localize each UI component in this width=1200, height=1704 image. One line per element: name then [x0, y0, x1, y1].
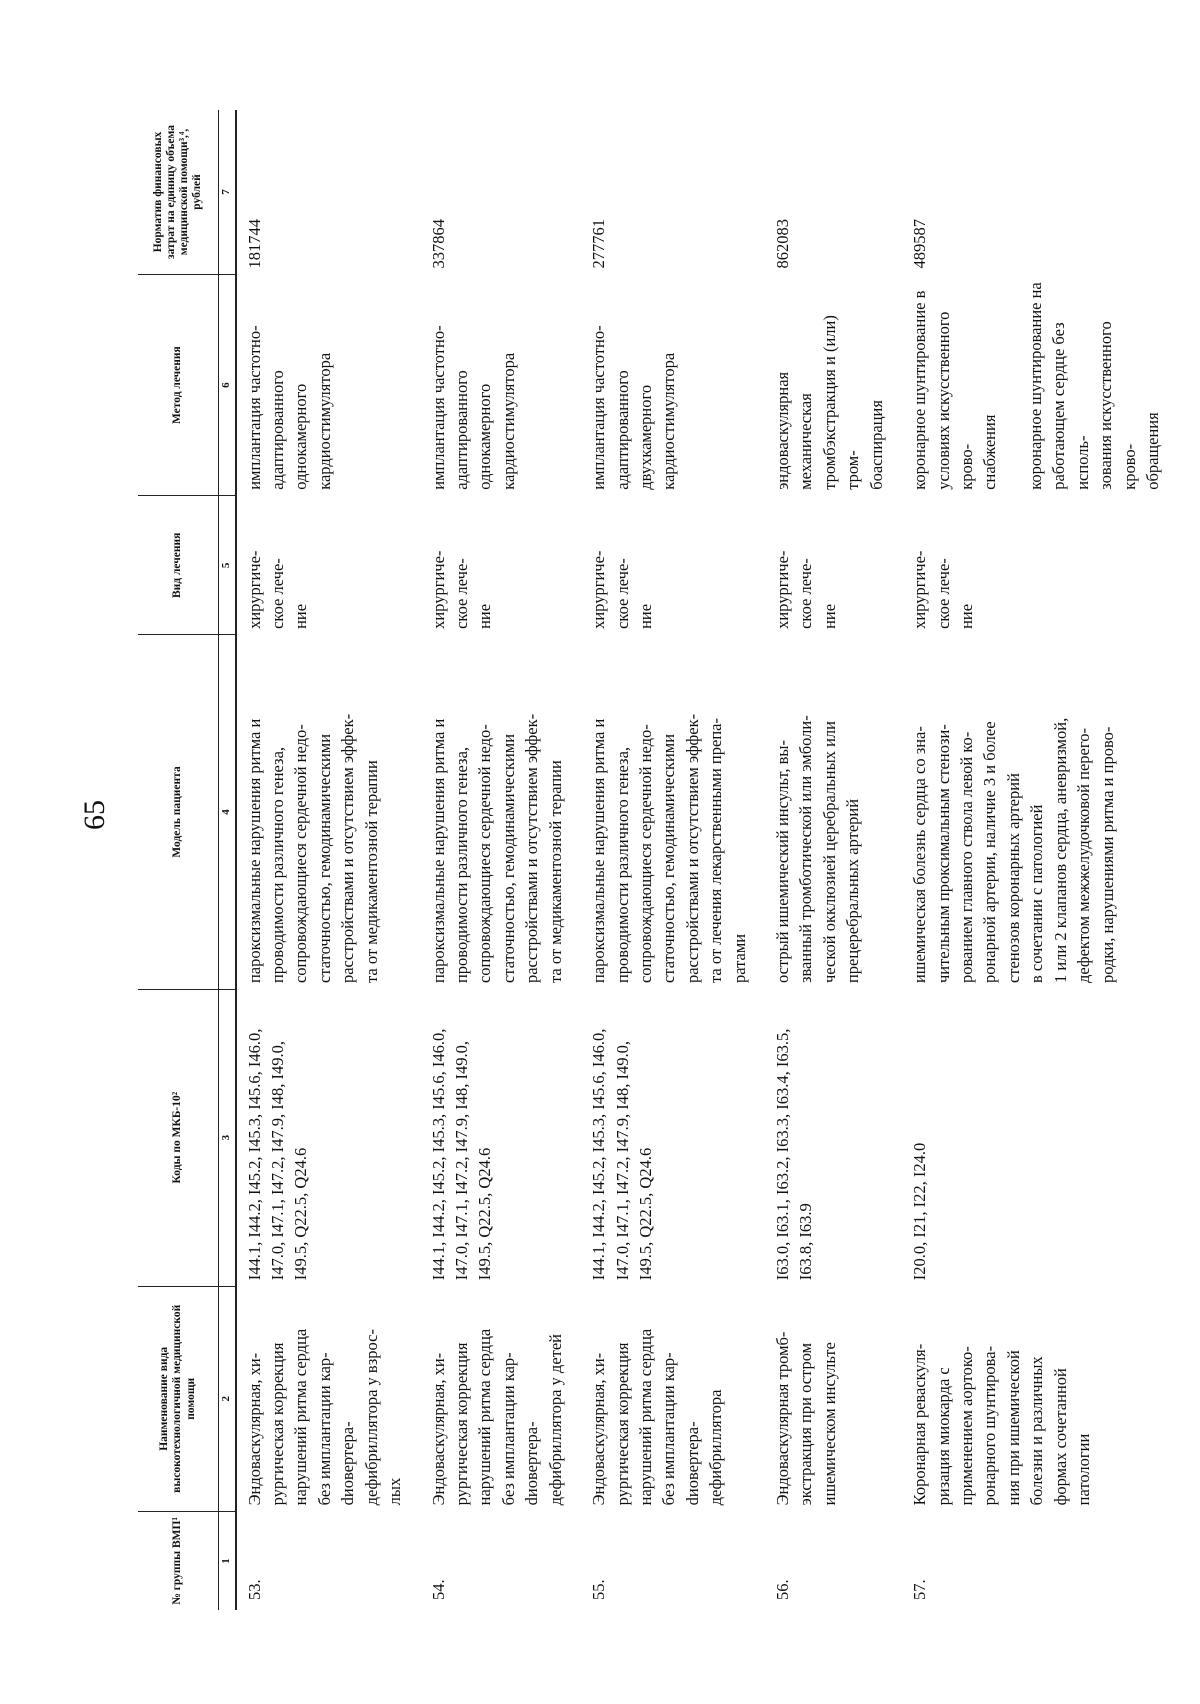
row-number: 53.	[244, 1579, 264, 1600]
table-row	[765, 110, 902, 1610]
patient-model: пароксизмальные нарушения ритма и проводимости различного генеза, сопровождающиеся сердечной недо- статочностью, гемодинамическими расстройствами и отсутствием эффек- та от медикаментозной терапии	[244, 713, 381, 984]
header-patient-model: Модель пациента	[138, 635, 219, 989]
patient-model: пароксизмальные нарушения ритма и проводимости различного генеза, сопровождающиеся сердечной недо- статочностью, гемодинамическими расстройствами и отсутствием эффек- та от лечения лекарственными препа- ратами	[589, 713, 749, 984]
column-number: 2	[219, 1286, 236, 1511]
treatment-method: имплантация частотно- адаптированного однокамерного кардиостимулятора	[428, 325, 518, 490]
cost-norm: 277761	[589, 218, 609, 269]
row-number: 57.	[910, 1579, 930, 1600]
column-number-row	[219, 110, 236, 1610]
treatment-method: эндоваскулярная механическая тромбэкстракция и (или) тром- боаспирация	[773, 315, 886, 490]
treatment-table	[138, 110, 1178, 1610]
treatment-method-cell	[902, 274, 1178, 495]
header-group-number: № группы ВМП¹	[138, 1511, 219, 1610]
treatment-method-cell	[421, 274, 582, 495]
treatment-method: имплантация частотно- адаптированного однокамерного кардиостимулятора	[244, 325, 334, 490]
header-icd-codes: Коды по МКБ-10²	[138, 989, 219, 1286]
header-row	[138, 110, 219, 1610]
column-number: 7	[219, 110, 236, 274]
treatment-type: хирургиче- ское лече- ние	[589, 550, 655, 629]
method-spacer	[1002, 280, 1024, 489]
icd-codes: I44.1, I44.2, I45.2, I45.3, I45.6, I46.0, I47.0, I47.1, I47.2, I47.9, I48, I49.0, I49.5, Q22.5, Q24.6	[244, 1028, 311, 1281]
treatment-method-cell	[581, 274, 765, 495]
treatment-type: хирургиче- ское лече- ние	[428, 550, 495, 629]
treatment-type: хирургиче- ское лече- ние	[244, 550, 311, 629]
header-treatment-method: Метод лечения	[138, 274, 219, 495]
column-number: 5	[219, 496, 236, 635]
cost-norm: 337864	[428, 218, 448, 269]
cost-norm: 862083	[773, 218, 793, 269]
icd-codes: I44.1, I44.2, I45.2, I45.3, I45.6, I46.0, I47.0, I47.1, I47.2, I47.9, I48, I49.0, I49.5, Q22.5, Q24.6	[428, 1028, 495, 1281]
column-number: 1	[219, 1511, 236, 1610]
table-row	[581, 110, 765, 1610]
patient-model: ишемическая болезнь сердца со зна- чительным проксимальным стенози- рованием главного ствола левой ко- ронарной артерии, наличие 3 и более стенозов коронарных артерий в сочетании с патологией 1 или 2 клапанов сердца, аневризмой, дефектом межжелудочковой перего- родки, нарушениями ритма и прово-	[910, 717, 1117, 984]
treatment-method-alt: коронарное шунтирование на работающем сердце без исполь- зования искусственного крово- обращения	[1025, 282, 1162, 490]
column-number: 4	[219, 635, 236, 989]
column-number: 3	[219, 989, 236, 1286]
page-number: 65	[78, 800, 111, 830]
header-cost-norm: Норматив финансовых затрат на единицу объема медицинской помощи³,⁴, рублей	[138, 110, 219, 274]
patient-model: острый ишемический инсульт, вы- званный тромботической или эмболи- ческой окклюзией церебральных или прецеребральных артерий	[773, 715, 863, 984]
icd-codes: I20.0, I21, I22, I24.0	[910, 1142, 930, 1281]
care-type-name: Эндоваскулярная, хи- рургическая коррекция нарушений ритма сердца без имплантации кар- dиовертера- дефибриллятора у детей	[428, 1328, 565, 1506]
row-number: 56.	[773, 1579, 793, 1600]
table-row	[421, 110, 582, 1610]
header-care-type: Наименование вида высокотехнологичной медицинской помощи	[138, 1286, 219, 1511]
row-number: 55.	[589, 1579, 609, 1600]
table-row	[236, 110, 421, 1610]
header-treatment-type: Вид лечения	[138, 496, 219, 635]
treatment-method: коронарное шунтирование в условиях искусственного крово- снабжения	[910, 290, 1000, 490]
icd-codes: I63.0, I63.1, I63.2, I63.3, I63.4, I63.5, I63.8, I63.9	[773, 1028, 816, 1281]
care-type-name: Эндоваскулярная, хи- рургическая коррекция нарушений ритма сердца без имплантации кар- dиовертера- дефибриллятора	[589, 1328, 726, 1506]
treatment-type: хирургиче- ское лече- ние	[910, 550, 976, 629]
cost-norm: 489587	[910, 218, 930, 269]
row-number: 54.	[428, 1579, 448, 1600]
column-number: 6	[219, 274, 236, 495]
cost-norm: 181744	[244, 218, 264, 269]
care-type-name: Эндоваскулярная тромб- экстракция при остром ишемическом инсульте	[773, 1331, 839, 1506]
patient-model: пароксизмальные нарушения ритма и проводимости различного генеза, сопровождающиеся сердечной недо- статочностью, гемодинамическими расстройствами и отсутствием эффек- та от медикаментозной терапии	[428, 713, 565, 984]
icd-codes: I44.1, I44.2, I45.2, I45.3, I45.6, I46.0, I47.0, I47.1, I47.2, I47.9, I48, I49.0, I49.5, Q22.5, Q24.6	[589, 1028, 655, 1281]
table-row	[902, 110, 1178, 1610]
care-type-name: Коронарная реваскуля- ризация миокарда с применением аортоко- ронарного шунтирова- ния при ишемической болезни и различных формах сочетанной патологии	[910, 1343, 1094, 1506]
treatment-method-cell	[236, 274, 421, 495]
care-type-name: Эндоваскулярная, хи- рургическая коррекция нарушений ритма сердца без имплантации кар- dиовертера- дефибриллятора у взрос- лых	[244, 1328, 405, 1506]
treatment-table-rotated	[138, 110, 1162, 1610]
treatment-method: имплантация частотно- адаптированного двухкамерного кардиостимулятора	[589, 325, 679, 490]
treatment-type: хирургиче- ское лече- ние	[773, 550, 839, 629]
treatment-method-cell	[765, 274, 902, 495]
